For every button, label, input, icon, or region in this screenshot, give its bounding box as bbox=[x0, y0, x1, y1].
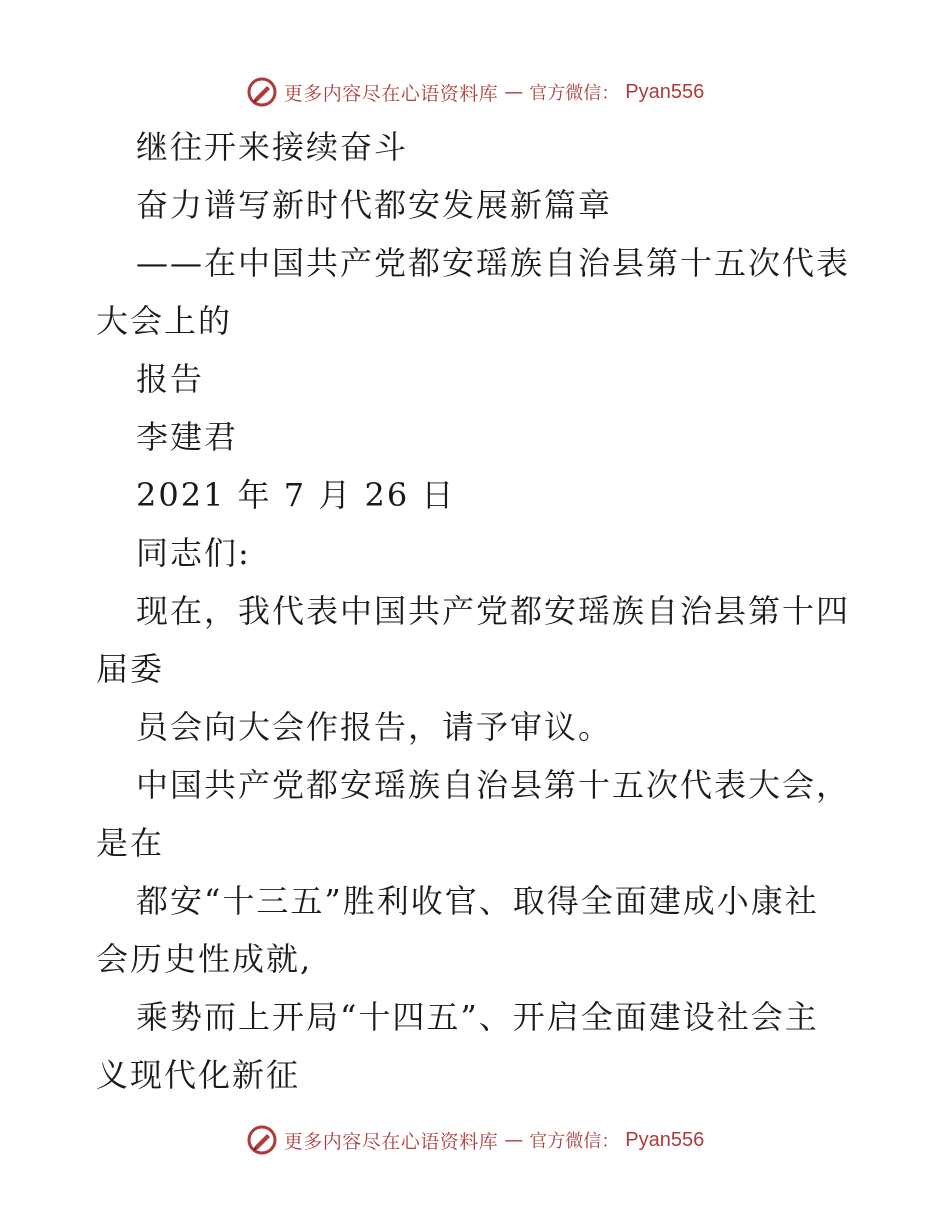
document-line: 义现代化新征 bbox=[96, 1056, 301, 1094]
watermark-text: 更多内容尽在心语资料库 bbox=[283, 1130, 499, 1153]
document-line: 李建君 bbox=[136, 418, 239, 456]
document-line: 大会上的 bbox=[96, 302, 233, 340]
document-line: 乘势而上开局“十四五”、开启全面建设社会主 bbox=[136, 998, 819, 1036]
document-line: 届委 bbox=[96, 650, 165, 688]
document-body bbox=[96, 118, 856, 1104]
document-line: 都安“十三五”胜利收官、取得全面建成小康社 bbox=[136, 882, 819, 920]
pen-logo-icon bbox=[246, 76, 278, 108]
watermark-separator: — bbox=[504, 81, 524, 103]
document-line: 中国共产党都安瑶族自治县第十五次代表大会， bbox=[136, 766, 851, 804]
document-line: 是在 bbox=[96, 824, 165, 862]
footer-watermark bbox=[0, 1120, 950, 1160]
watermark-separator: — bbox=[504, 1129, 524, 1151]
document-line: 报告 bbox=[136, 360, 205, 398]
watermark-text: 更多内容尽在心语资料库 bbox=[283, 82, 499, 105]
document-line: 同志们: bbox=[136, 534, 251, 572]
document-line: 继往开来接续奋斗 bbox=[136, 128, 409, 166]
watermark-label: 官方微信： bbox=[529, 83, 620, 104]
header-watermark bbox=[0, 72, 950, 112]
document-line: ——在中国共产党都安瑶族自治县第十五次代表 bbox=[136, 244, 851, 282]
watermark-id: Pyan556 bbox=[625, 80, 705, 103]
watermark-label: 官方微信： bbox=[529, 1131, 620, 1152]
document-line: 会历史性成就, bbox=[96, 940, 313, 978]
document-line: 2021 年 7 月 26 日 bbox=[136, 476, 456, 514]
document-line: 奋力谱写新时代都安发展新篇章 bbox=[136, 186, 613, 224]
watermark-id: Pyan556 bbox=[625, 1128, 705, 1151]
document-line: 员会向大会作报告，请予审议。 bbox=[136, 708, 613, 746]
document-line: 现在，我代表中国共产党都安瑶族自治县第十四 bbox=[136, 592, 851, 630]
pen-logo-icon bbox=[246, 1124, 278, 1156]
